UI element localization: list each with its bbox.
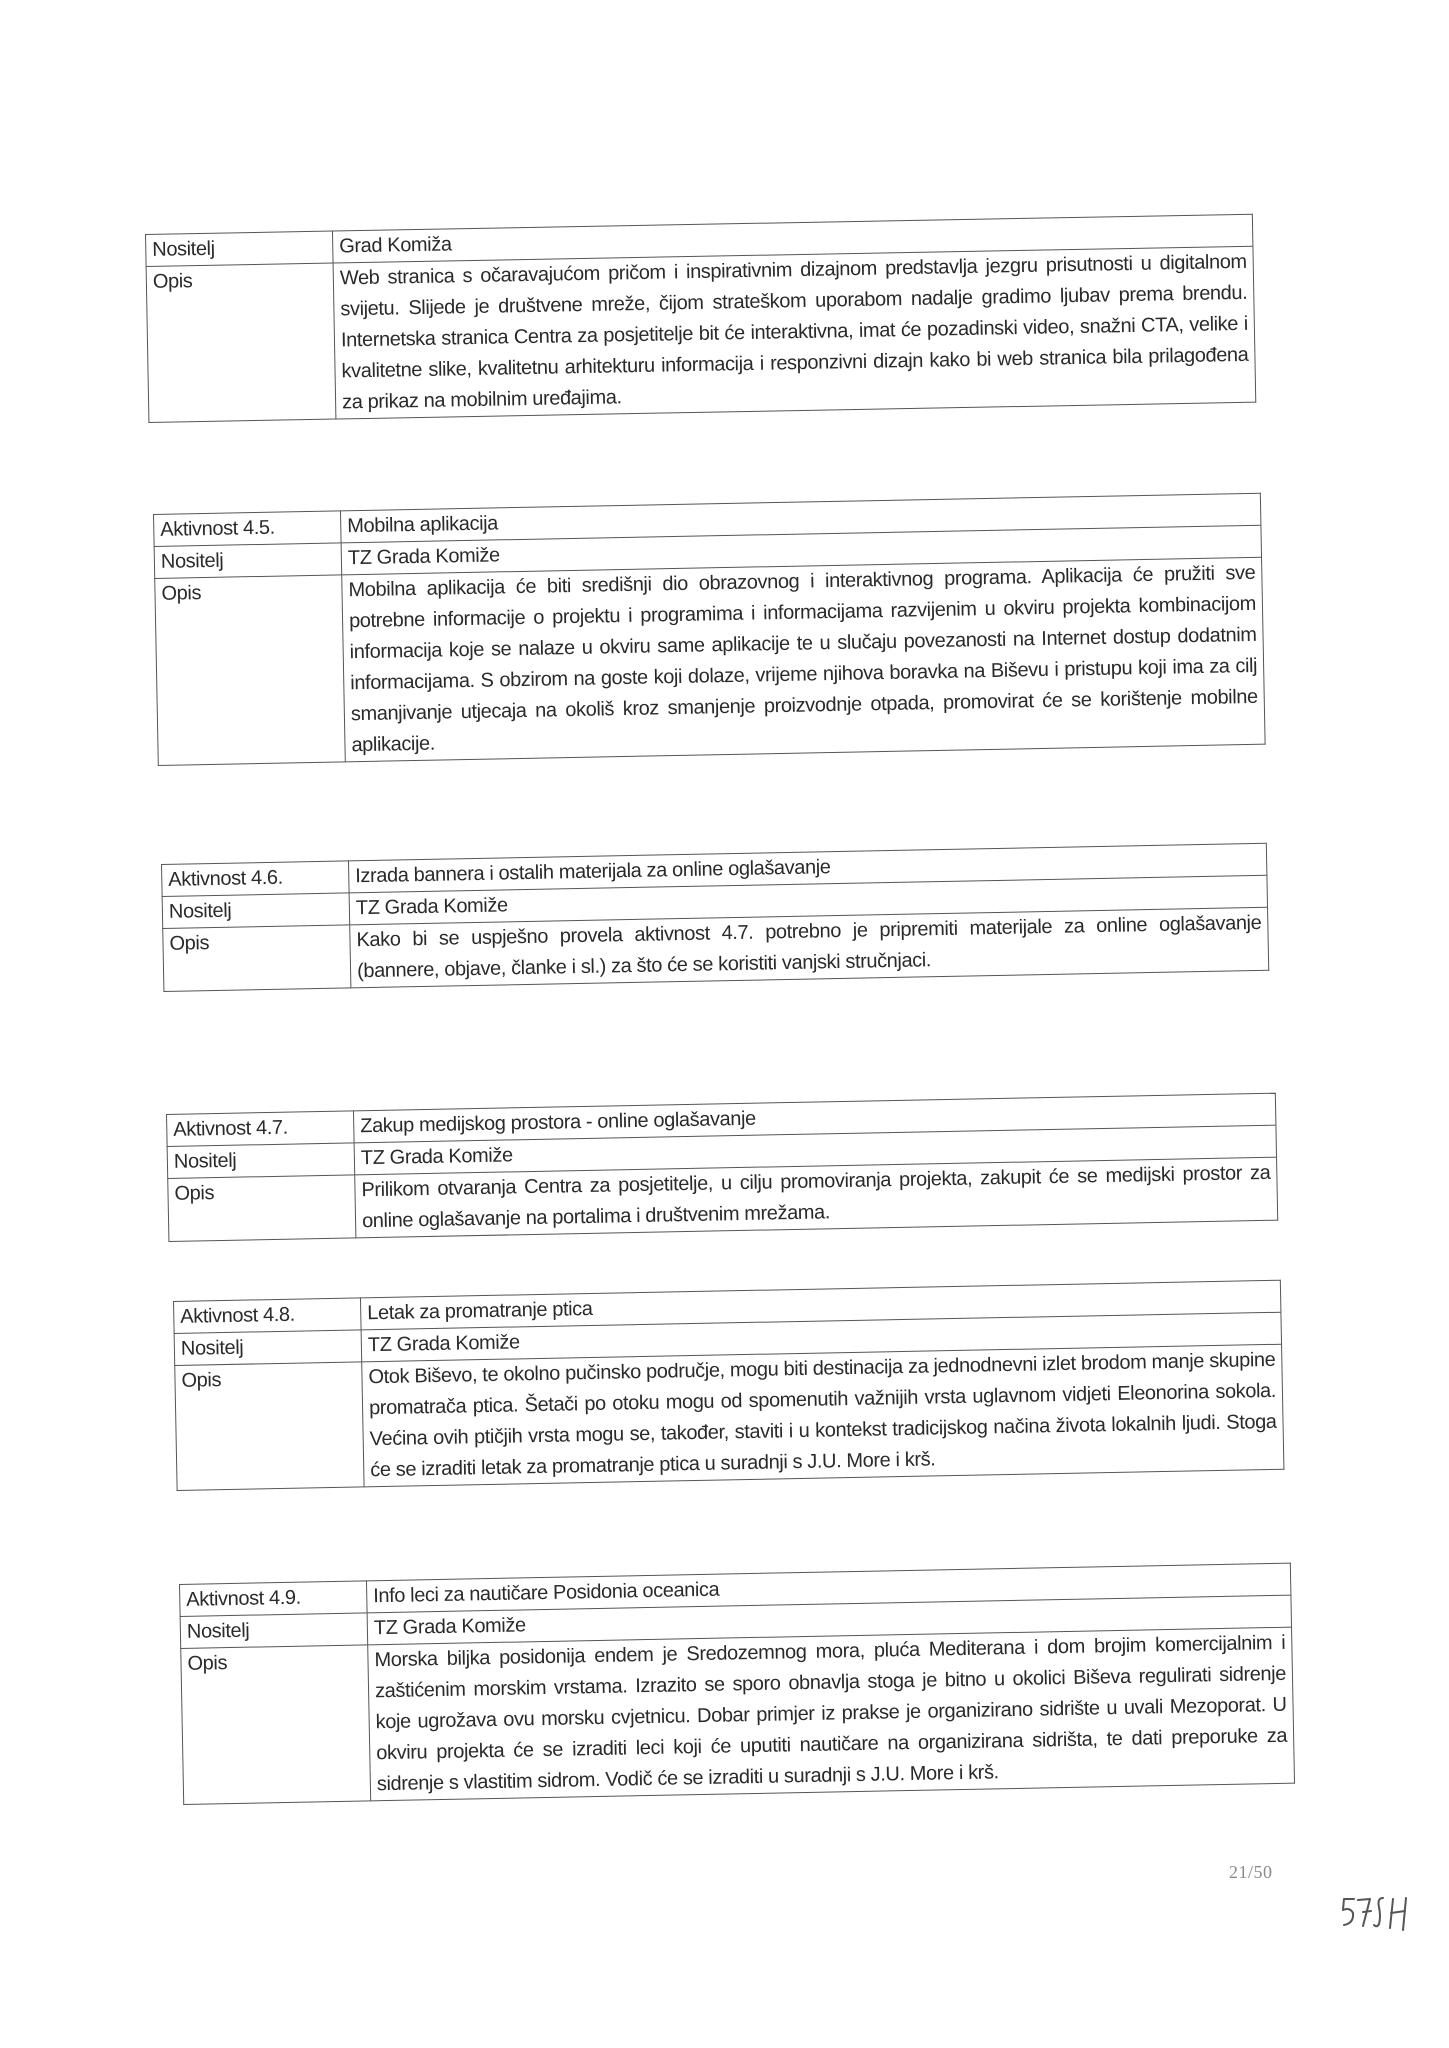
activity-title: Zakup medijskog prostora - online oglašavanje xyxy=(353,1093,1275,1143)
row-label: Nositelj xyxy=(154,543,342,579)
row-label: Aktivnost 4.9. xyxy=(180,1581,368,1617)
activity-title: Izrada bannera i ostalih materijala za online oglašavanje xyxy=(348,843,1266,893)
row-value: TZ Grada Komiže xyxy=(361,1312,1281,1362)
handwritten-annotation xyxy=(1340,1893,1420,1933)
row-description: Kako bi se uspješno provela aktivnost 4.7. potrebno je pripremiti materijale za online oglašavanje (bannere, objave, članke i sl.) za što će se koristiti vanjski stručnjaci. xyxy=(350,907,1269,988)
row-label: Nositelj xyxy=(162,893,350,929)
row-description: Mobilna aplikacija će biti središnji dio obrazovnog i interaktivnog programa. Aplikacija će pružiti sve potrebne informacije o projektu i programima i informacijama razvijenim u okviru projekta kombinacijom informacija koje se nalaze u okviru same aplikacije te u slučaju povezanosti na Internet dostup dodatnim informacijama. S obzirom na goste koji dolaze, vrijeme njihova boravka na Biševu i pristupu koji ima za cilj smanjivanje utjecaja na okoliš kroz smanjenje proizvodnje otpada, promovirat će se korištenje mobilne aplikacije. xyxy=(342,557,1265,762)
row-label: Aktivnost 4.8. xyxy=(174,1298,362,1334)
page-number: 21/50 xyxy=(1229,1862,1273,1882)
activity-table-4-7 xyxy=(166,1093,1278,1242)
row-value: TZ Grada Komiže xyxy=(349,875,1267,925)
table-row-opis xyxy=(175,1344,1284,1490)
row-label: Nositelj xyxy=(174,1330,362,1366)
row-label: Opis xyxy=(168,1175,356,1242)
activity-title: Letak za promatranje ptica xyxy=(360,1280,1280,1330)
row-value: TZ Grada Komiže xyxy=(341,525,1261,575)
handwritten-digit-5 xyxy=(1343,1899,1354,1925)
activity-table-web-stranica xyxy=(145,214,1256,423)
row-label: Nositelj xyxy=(167,1143,355,1179)
activity-title: Info leci za nautičare Posidonia oceanica xyxy=(366,1563,1290,1613)
row-label: Opis xyxy=(155,575,346,766)
row-label: Aktivnost 4.6. xyxy=(162,861,350,897)
row-label: Aktivnost 4.5. xyxy=(154,511,342,547)
row-label: Opis xyxy=(146,263,336,422)
activity-table-4-9 xyxy=(179,1563,1295,1805)
row-value: Grad Komiža xyxy=(332,214,1252,263)
table-row-opis xyxy=(146,246,1256,422)
activity-table-4-5 xyxy=(153,493,1266,766)
row-value: TZ Grada Komiže xyxy=(367,1595,1291,1645)
row-label: Opis xyxy=(163,925,351,992)
table-row-opis xyxy=(181,1627,1295,1804)
row-value: TZ Grada Komiže xyxy=(354,1125,1276,1175)
activity-table-4-6 xyxy=(161,843,1269,992)
row-label: Nositelj xyxy=(146,231,334,266)
row-description: Morska biljka posidonija endem je Sredozemnog mora, pluća Mediterana i dom brojim komercijalnim i zaštićenim morskim vrstama. Izrazito se sporo obnavlja stoga je bitno u okolici Biševa regulirati sidrenje koje ugrožava ovu morsku cvjetnicu. Dobar primjer iz prakse je organizirano sidrište u uvali Mezoporat. U okviru projekta će se izraditi leci koji će uputiti nautičare na organizirana sidrišta, te dati preporuke za sidrenje s vlastitim sidrom. Vodič će se izraditi u suradnji s J.U. More i krš. xyxy=(368,1627,1295,1801)
handwritten-letter-s xyxy=(1374,1898,1383,1926)
activity-table-4-8 xyxy=(173,1280,1284,1491)
row-description: Prilikom otvaranja Centra za posjetitelje, u cilju promoviranja projekta, zakupit će se medijski prostor za online oglašavanje na portalima i društvenim mrežama. xyxy=(355,1157,1278,1238)
activity-title: Mobilna aplikacija xyxy=(340,493,1260,543)
table-row-opis xyxy=(155,557,1265,765)
row-label: Nositelj xyxy=(180,1613,368,1649)
row-label: Opis xyxy=(175,1362,364,1491)
row-description: Web stranica s očaravajućom pričom i inspirativnim dizajnom predstavlja jezgru prisutnosti u digitalnom svijetu. Slijede je društvene mreže, čijom strateškom uporabom nadalje gradimo ljubav prema brendu. Internetska stranica Centra za posjetitelje bit će interaktivna, imat će pozadinski video, snažni CTA, velike i kvalitetne slike, kvalitetnu arhitekturu informacija i responzivni dizajn kako bi web stranica bila prilagođena za prikaz na mobilnim uređajima. xyxy=(333,246,1256,419)
row-label: Aktivnost 4.7. xyxy=(167,1111,355,1147)
row-label: Opis xyxy=(181,1645,371,1805)
row-description: Otok Biševo, te okolno pučinsko područje, mogu biti destinacija za jednodnevni izlet brodom manje skupine promatrača ptica. Šetači po otoku mogu od spomenutih važnijih vrsta uglavnom vidjeti Eleonorina sokola. Većina ovih ptičjih vrsta mogu se, također, staviti i u kontekst tradicijskog načina života lokalnih ljudi. Stoga će se izraditi letak za promatranje ptica u suradnji s J.U. More i krš. xyxy=(362,1344,1284,1487)
